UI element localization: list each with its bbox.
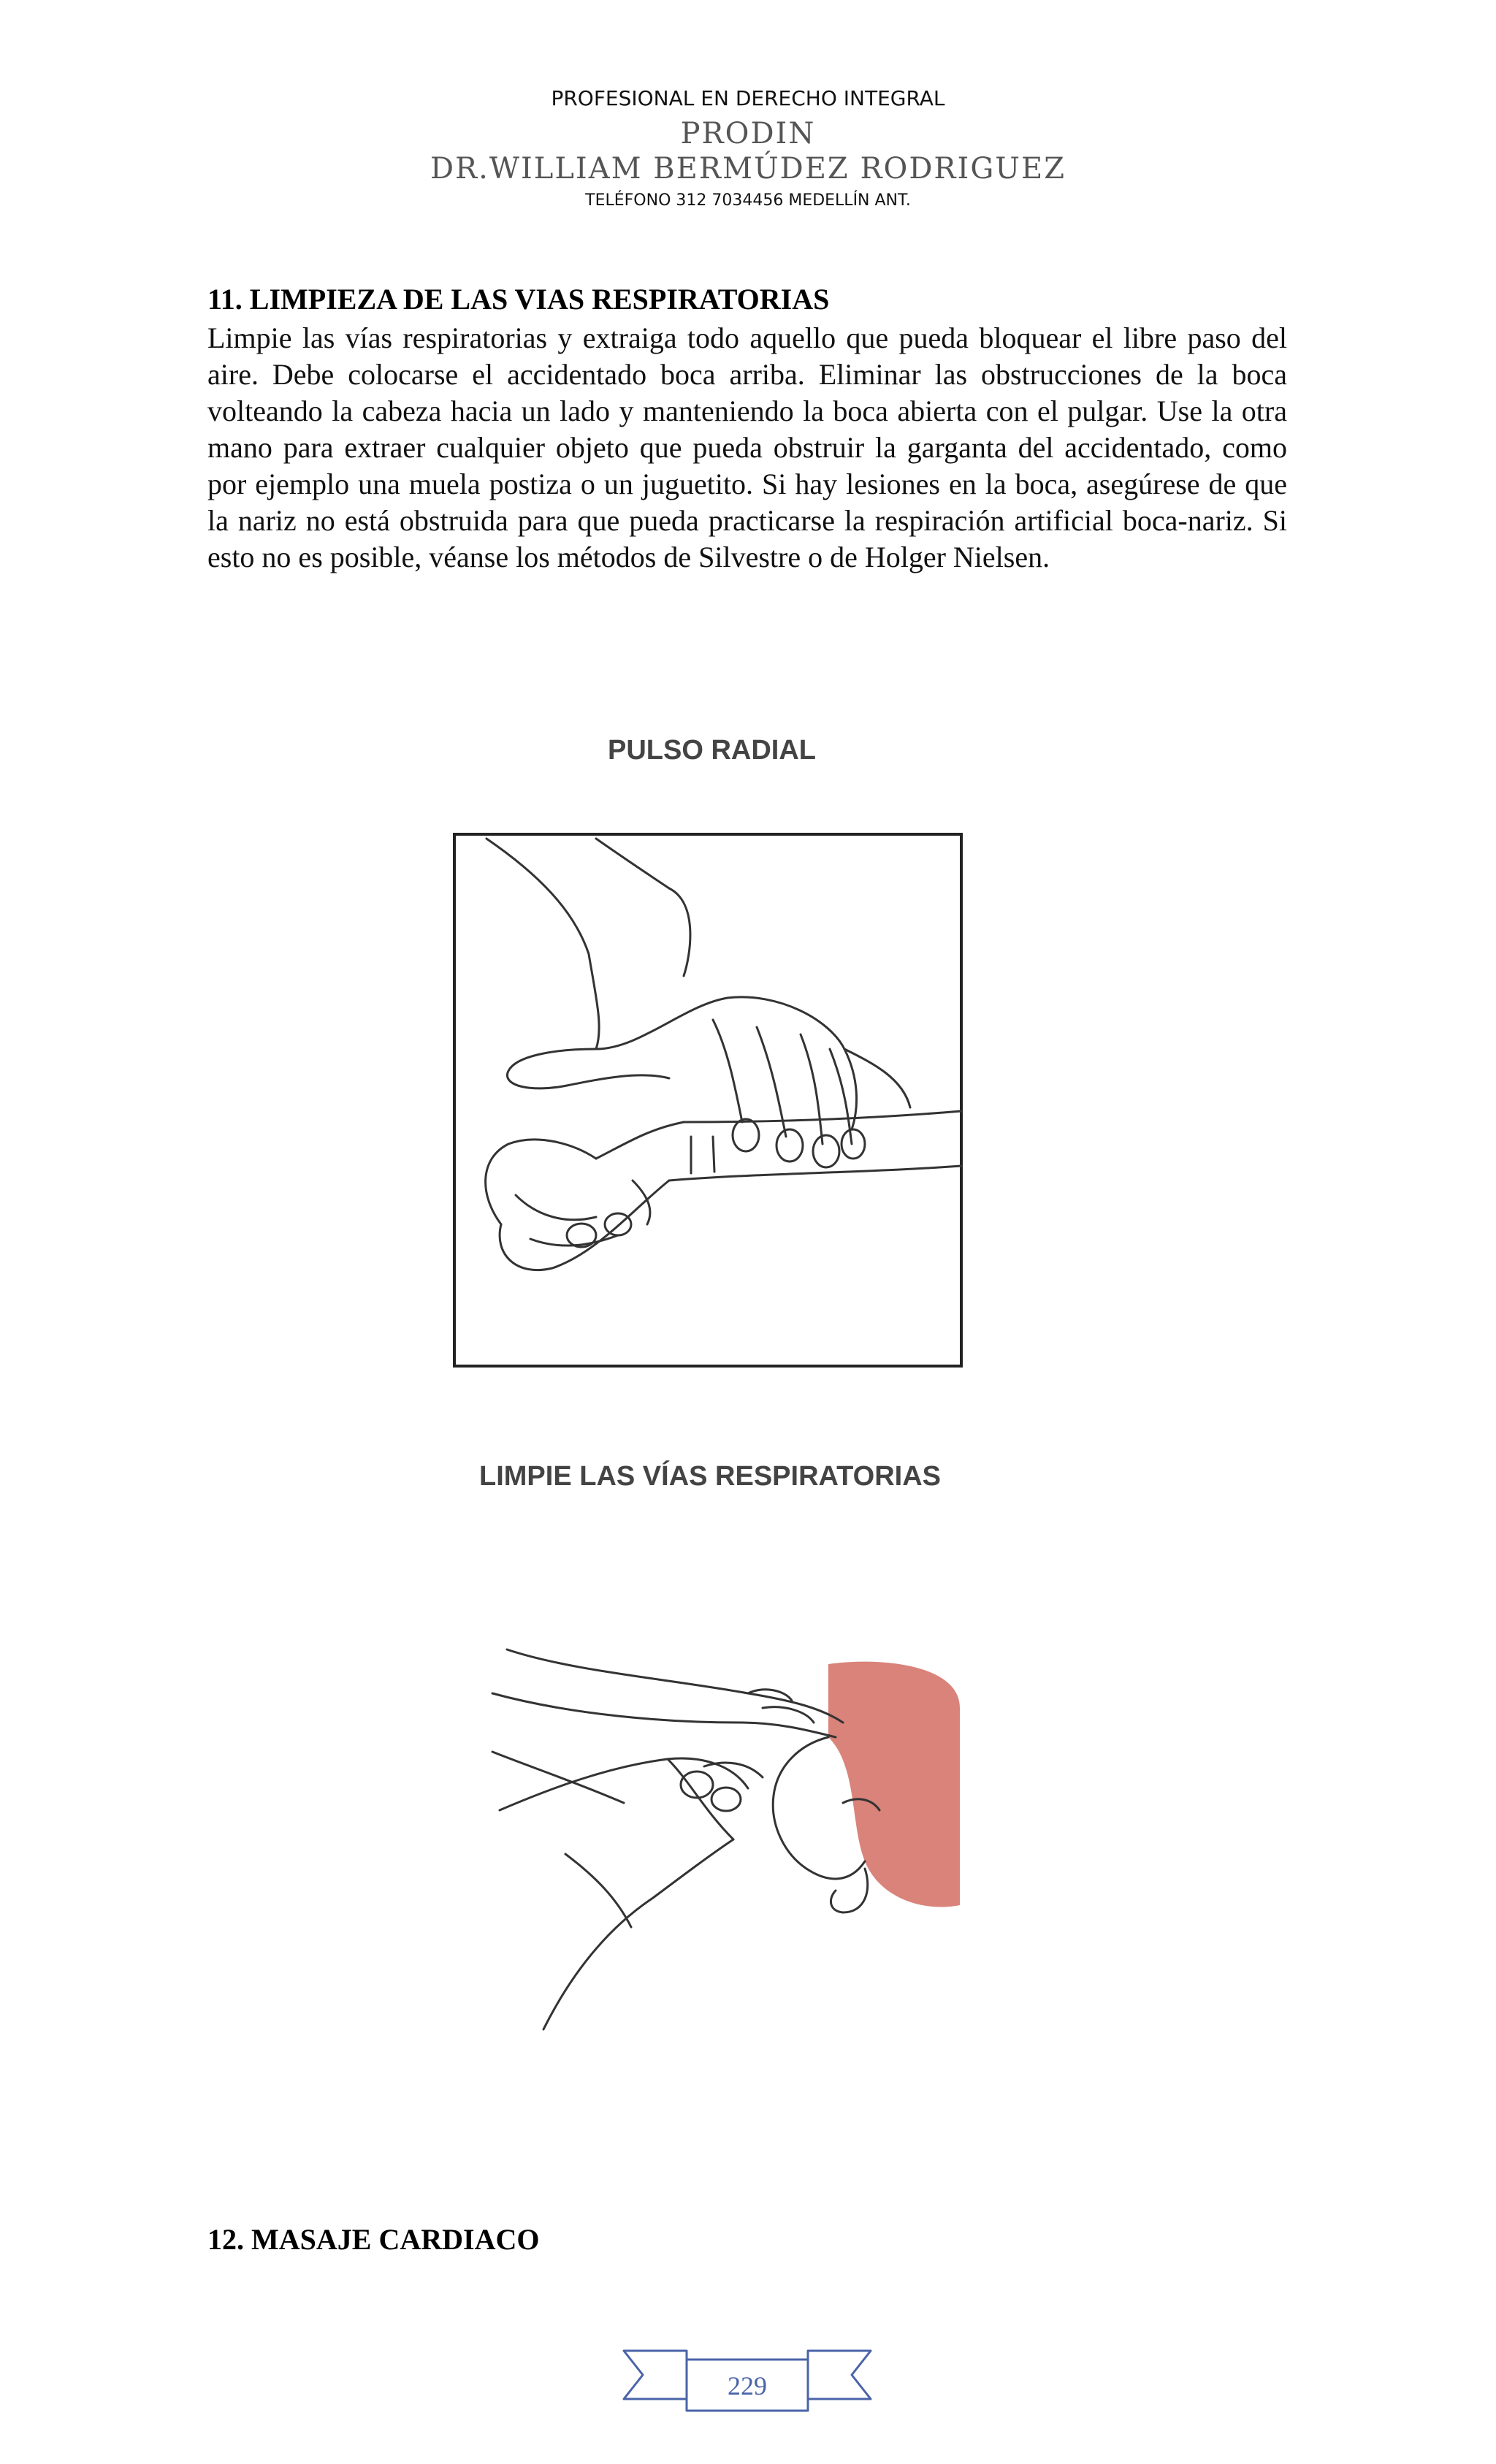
section-11-heading: 11. LIMPIEZA DE LAS VIAS RESPIRATORIAS <box>207 283 830 316</box>
ribbon-left-tail <box>624 2351 687 2399</box>
section-11-body: Limpie las vías respiratorias y extraiga todo aquello que pueda bloquear el libre paso del aire. Debe colocarse el accidentado boca arriba. Eliminar las obstrucciones de la boca volteando la cabeza hacia un lado y manteniendo la boca abierta con el pulgar. Use la otra mano para extraer cualquier objeto que pueda obstruir la garganta del accidentado, como por ejemplo una muela postiza o un juguetito. Si hay lesiones en la boca, asegúrese de que la nariz no está obstruida para que pueda practicarse la respiración artificial boca-nariz. Si esto no es posible, véanse los métodos de Silvestre o de Holger Nielsen. <box>207 321 1287 573</box>
header-author: DR.WILLIAM BERMÚDEZ RODRIGUEZ <box>430 152 1066 186</box>
airway-figure-title: LIMPIE LAS VÍAS RESPIRATORIAS <box>479 1461 942 1492</box>
airway-clearing-illustration <box>485 1620 967 2044</box>
header-brand: PRODIN <box>680 117 816 150</box>
pulse-figure-title: PULSO RADIAL <box>608 735 816 766</box>
page-number: 229 <box>728 2371 767 2400</box>
header-phone: TELÉFONO 312 7034456 MEDELLÍN ANT. <box>585 191 911 210</box>
illustration-frame <box>454 834 961 1366</box>
page-number-ribbon <box>621 2343 874 2417</box>
section-12-heading: 12. MASAJE CARDIACO <box>207 2223 540 2256</box>
patient-hair <box>828 1662 960 1907</box>
header-profession: PROFESIONAL EN DERECHO INTEGRAL <box>551 86 945 110</box>
ribbon-right-tail <box>808 2351 871 2399</box>
pulse-radial-illustration <box>450 830 966 1370</box>
